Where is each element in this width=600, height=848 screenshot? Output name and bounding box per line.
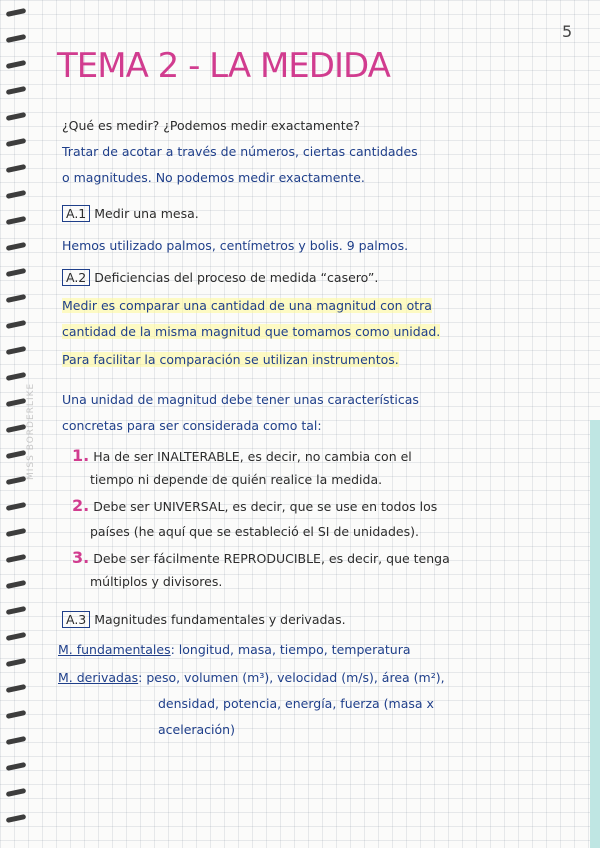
page-edge-tab — [590, 420, 600, 848]
spiral-ring — [6, 684, 27, 693]
spiral-ring — [6, 242, 27, 251]
spiral-ring — [6, 476, 27, 485]
fundamental-magnitudes — [58, 642, 411, 657]
spiral-ring — [6, 606, 27, 615]
spiral-ring — [6, 320, 27, 329]
page-number: 5 — [562, 22, 573, 41]
unit-intro-line: Una unidad de magnitud debe tener unas características — [62, 392, 419, 407]
spiral-ring — [6, 658, 27, 667]
answer-line: o magnitudes. No podemos medir exactamente. — [62, 170, 365, 185]
derived-magnitudes — [58, 670, 445, 685]
spiral-ring — [6, 216, 27, 225]
answer-line: Tratar de acotar a través de números, ciertas cantidades — [62, 144, 418, 159]
spiral-ring — [6, 112, 27, 121]
list-item — [72, 496, 437, 515]
fundamental-label: M. fundamentales — [58, 642, 171, 657]
list-item-continuation: países (he aquí que se estableció el SI de unidades). — [90, 524, 419, 539]
intro-questions: ¿Qué es medir? ¿Podemos medir exactamente? — [62, 118, 360, 133]
list-item — [72, 548, 450, 567]
spiral-ring — [6, 138, 27, 147]
list-item-text: Debe ser UNIVERSAL, es decir, que se use en todos los — [93, 499, 438, 514]
section-a3-label: A.3 — [62, 611, 90, 628]
list-item — [72, 446, 412, 465]
spiral-ring — [6, 762, 27, 771]
derived-continuation: densidad, potencia, energía, fuerza (masa x — [158, 696, 434, 711]
section-a1-heading — [62, 206, 199, 221]
list-item-text: Ha de ser INALTERABLE, es decir, no cambia con el — [93, 449, 412, 464]
spiral-ring — [6, 372, 27, 381]
section-a2-label: A.2 — [62, 269, 90, 286]
derived-text: : peso, volumen (m³), velocidad (m/s), área (m²), — [138, 670, 445, 685]
spiral-ring — [6, 424, 27, 433]
spiral-ring — [6, 788, 27, 797]
definition-line: cantidad de la misma magnitud que tomamos como unidad. — [62, 324, 441, 339]
derived-label: M. derivadas — [58, 670, 139, 685]
fundamental-text: : longitud, masa, tiempo, temperatura — [170, 642, 411, 657]
spiral-ring — [6, 528, 27, 537]
spiral-ring — [6, 164, 27, 173]
spiral-ring — [6, 190, 27, 199]
spiral-ring — [6, 736, 27, 745]
spiral-ring — [6, 580, 27, 589]
spiral-ring — [6, 814, 27, 823]
derived-continuation: aceleración) — [158, 722, 235, 737]
spiral-ring — [6, 502, 27, 511]
section-a1-text: Hemos utilizado palmos, centímetros y bolis. 9 palmos. — [62, 238, 409, 253]
definition-line: Para facilitar la comparación se utilizan instrumentos. — [62, 352, 399, 367]
unit-intro-line: concretas para ser considerada como tal: — [62, 418, 322, 433]
section-a1-label: A.1 — [62, 205, 90, 222]
list-item-continuation: múltiplos y divisores. — [90, 574, 223, 589]
list-item-number: 2. — [72, 496, 90, 515]
spiral-ring — [6, 398, 27, 407]
section-a1-title: Medir una mesa. — [94, 206, 199, 221]
definition-line: Medir es comparar una cantidad de una magnitud con otra — [62, 298, 432, 313]
list-item-continuation: tiempo ni depende de quién realice la medida. — [90, 472, 383, 487]
spiral-ring — [6, 8, 27, 17]
spiral-ring — [6, 86, 27, 95]
section-a2-title: Deficiencias del proceso de medida “casero”. — [94, 270, 379, 285]
list-item-number: 1. — [72, 446, 90, 465]
spiral-ring — [6, 710, 27, 719]
section-a2-heading — [62, 270, 378, 285]
spiral-ring — [6, 632, 27, 641]
watermark: MISS BORDERLIKE — [26, 382, 36, 480]
spiral-ring — [6, 60, 27, 69]
spiral-ring — [6, 554, 27, 563]
section-a3-heading — [62, 612, 346, 627]
spiral-ring — [6, 268, 27, 277]
spiral-ring — [6, 294, 27, 303]
spiral-ring — [6, 34, 27, 43]
list-item-text: Debe ser fácilmente REPRODUCIBLE, es decir, que tenga — [93, 551, 450, 566]
list-item-number: 3. — [72, 548, 90, 567]
section-a3-title: Magnitudes fundamentales y derivadas. — [94, 612, 346, 627]
spiral-ring — [6, 346, 27, 355]
page-title: TEMA 2 - LA MEDIDA — [57, 46, 390, 86]
spiral-ring — [6, 450, 27, 459]
